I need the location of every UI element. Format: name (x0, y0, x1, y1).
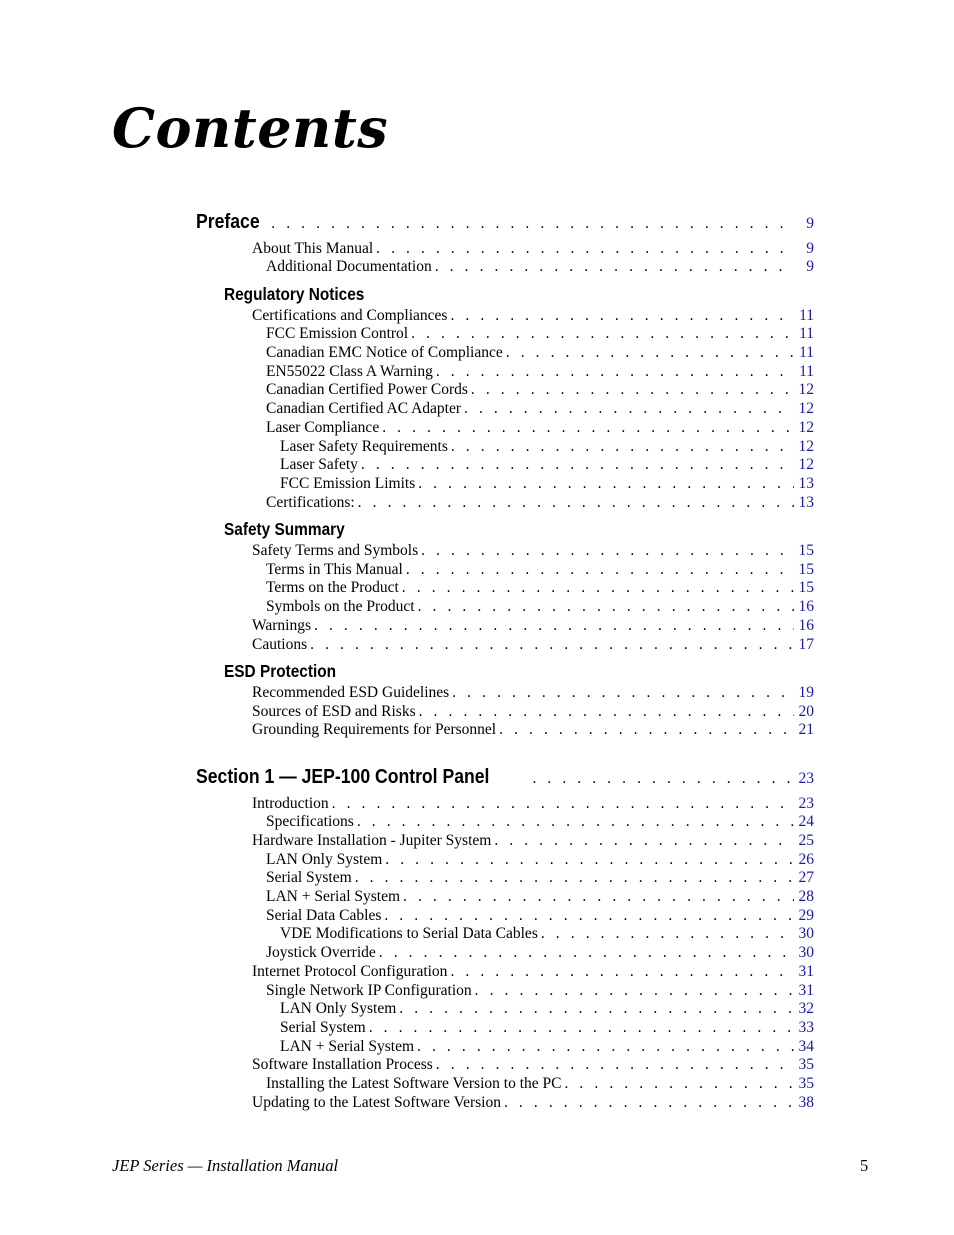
toc-page-link[interactable]: 11 (799, 307, 814, 324)
toc-section-title: Section 1 — JEP-100 Control Panel (196, 766, 490, 788)
toc-page-link[interactable]: 35 (798, 1075, 814, 1092)
toc-entry-label: Safety Terms and Symbols (252, 542, 419, 559)
dot-leader (379, 944, 794, 962)
toc-page-link[interactable]: 28 (798, 888, 814, 905)
toc-entry[interactable] (252, 1056, 814, 1075)
toc-entry-label: Single Network IP Configuration (266, 982, 472, 999)
dot-leader (369, 1019, 794, 1037)
toc-entry-label: Sources of ESD and Risks (252, 703, 416, 720)
dot-leader (564, 1075, 794, 1093)
toc-page-link[interactable]: 15 (798, 579, 814, 596)
toc-entry-label: Internet Protocol Configuration (252, 963, 448, 980)
toc-entry[interactable] (252, 617, 814, 636)
toc-page-link[interactable]: 12 (798, 419, 814, 436)
toc-entry[interactable] (252, 636, 814, 655)
toc-page-link[interactable]: 15 (798, 542, 814, 559)
dot-leader (402, 579, 794, 597)
dot-leader (361, 456, 794, 474)
toc-entry[interactable] (252, 307, 814, 326)
toc-entry[interactable] (252, 832, 814, 851)
toc-page-link[interactable]: 11 (799, 344, 814, 361)
toc-page-link[interactable]: 30 (798, 925, 814, 942)
toc-entry-label: Cautions (252, 636, 308, 653)
toc-page-link[interactable]: 30 (798, 944, 814, 961)
toc-page-link[interactable]: 11 (799, 325, 814, 342)
toc-entry[interactable] (266, 869, 814, 888)
toc-entry[interactable] (280, 1038, 814, 1057)
footer-title: JEP Series — Installation Manual (112, 1156, 339, 1175)
toc-page-link[interactable]: 38 (798, 1094, 814, 1111)
toc-entry-label: Canadian EMC Notice of Compliance (266, 344, 503, 361)
dot-leader (421, 542, 794, 560)
dot-leader (450, 963, 794, 981)
toc-entry[interactable] (266, 325, 814, 344)
toc-entry[interactable] (266, 851, 814, 870)
toc-page-link[interactable]: 12 (798, 400, 814, 417)
toc-entry-label: LAN + Serial System (266, 888, 401, 905)
toc-page-link[interactable]: 29 (798, 907, 814, 924)
toc-entry-label: Specifications (266, 813, 354, 830)
toc-entry[interactable] (252, 240, 814, 259)
toc-entry[interactable] (266, 344, 814, 363)
dot-leader (417, 1038, 794, 1056)
dot-leader (499, 721, 794, 739)
toc-page-link[interactable]: 31 (798, 963, 814, 980)
toc-entry-label: Joystick Override (266, 944, 376, 961)
toc-entry-label: LAN + Serial System (280, 1038, 415, 1055)
toc-entry-label: Grounding Requirements for Personnel (252, 721, 497, 738)
toc-entry-label: Updating to the Latest Software Version (252, 1094, 501, 1111)
toc-page-link[interactable]: 23 (798, 770, 814, 787)
toc-page-link[interactable]: 21 (798, 721, 814, 738)
toc-entry-label: Serial System (280, 1019, 366, 1036)
dot-leader (406, 561, 794, 579)
toc-entry-label: Canadian Certified AC Adapter (266, 400, 461, 417)
dot-leader (418, 475, 794, 493)
dot-leader (403, 888, 794, 906)
dot-leader (358, 494, 794, 512)
toc-page-link[interactable]: 11 (799, 363, 814, 380)
dot-leader (310, 636, 794, 654)
toc-page-link[interactable]: 26 (798, 851, 814, 868)
toc-page-link[interactable]: 35 (798, 1056, 814, 1073)
toc-page-link[interactable]: 13 (798, 475, 814, 492)
footer-page-number: 5 (860, 1156, 869, 1175)
toc-entry-label: Software Installation Process (252, 1056, 433, 1073)
toc-entry-label: Serial System (266, 869, 352, 886)
toc-entry-label: Warnings (252, 617, 312, 634)
dot-leader (384, 907, 794, 925)
dot-leader (382, 419, 794, 437)
toc-entry[interactable] (266, 598, 814, 617)
dot-leader (355, 869, 794, 887)
toc-entry-label: Recommended ESD Guidelines (252, 684, 450, 701)
dot-leader (399, 1000, 794, 1018)
toc-page-link[interactable]: 19 (798, 684, 814, 701)
toc-entry[interactable] (252, 963, 814, 982)
dot-leader (464, 400, 794, 418)
toc-entry-label: Symbols on the Product (266, 598, 415, 615)
toc-page-link[interactable]: 23 (798, 795, 814, 812)
toc-entry[interactable] (266, 381, 814, 400)
toc-entry[interactable] (266, 944, 814, 963)
dot-leader (418, 598, 794, 616)
toc-page-link[interactable]: 31 (798, 982, 814, 999)
toc-section-preface[interactable] (196, 211, 814, 235)
toc-entry[interactable] (280, 925, 814, 944)
dot-leader (475, 982, 794, 1000)
toc-entry[interactable] (266, 561, 814, 580)
toc-page-link[interactable]: 20 (798, 703, 814, 720)
toc-page-link[interactable]: 16 (798, 617, 814, 634)
toc-entry-label: Hardware Installation - Jupiter System (252, 832, 492, 849)
toc-page-link[interactable]: 9 (806, 258, 814, 275)
dot-leader (436, 1056, 794, 1074)
dot-leader (506, 344, 794, 362)
dot-leader (494, 832, 794, 850)
dot-leader (271, 215, 794, 233)
toc-entry[interactable] (252, 795, 814, 814)
toc-page-link[interactable]: 34 (798, 1038, 814, 1055)
dot-leader (385, 851, 794, 869)
toc-entry[interactable] (280, 475, 814, 494)
toc-section-1[interactable] (196, 766, 814, 790)
dot-leader (435, 258, 794, 276)
toc-entry[interactable] (280, 1000, 814, 1019)
toc-entry-label: FCC Emission Control (266, 325, 409, 342)
toc-entry[interactable] (266, 258, 814, 277)
dot-leader (541, 925, 794, 943)
toc-entry-label: Serial Data Cables (266, 907, 382, 924)
toc-page-link[interactable]: 12 (798, 456, 814, 473)
toc-section-title: Preface (196, 211, 260, 233)
toc-page-link[interactable]: 9 (806, 215, 814, 232)
toc-entry-label: Installing the Latest Software Version to the PC (266, 1075, 562, 1092)
toc-page-link[interactable]: 27 (798, 869, 814, 886)
toc-entry[interactable] (266, 1075, 814, 1094)
toc-entry-label: Introduction (252, 795, 329, 812)
dot-leader (419, 703, 794, 721)
toc-entry[interactable] (266, 579, 814, 598)
toc-entry-label: Canadian Certified Power Cords (266, 381, 468, 398)
toc-entry[interactable] (266, 982, 814, 1001)
dot-leader (471, 381, 794, 399)
dot-leader (452, 684, 794, 702)
toc-subheading-safety[interactable]: Safety Summary (224, 519, 345, 539)
toc-entry[interactable] (266, 363, 814, 382)
toc-entry-label: LAN Only System (266, 851, 383, 868)
toc-entry-label: Certifications and Compliances (252, 307, 448, 324)
toc-entry-label: Laser Compliance (266, 419, 380, 436)
dot-leader (332, 795, 794, 813)
toc-entry-label: Terms in This Manual (266, 561, 403, 578)
toc-entry-label: LAN Only System (280, 1000, 397, 1017)
toc-entry[interactable] (252, 703, 814, 722)
toc-subheading-esd[interactable]: ESD Protection (224, 661, 337, 681)
toc-page-link[interactable]: 9 (806, 240, 814, 257)
toc-page-link[interactable]: 25 (798, 832, 814, 849)
toc-entry[interactable] (252, 721, 814, 740)
dot-leader (357, 813, 794, 831)
toc-entry-label: Laser Safety (280, 456, 358, 473)
toc-entry[interactable] (280, 456, 814, 475)
toc-entry[interactable] (266, 419, 814, 438)
toc-page-link[interactable]: 16 (798, 598, 814, 615)
toc-entry[interactable] (266, 888, 814, 907)
dot-leader (376, 240, 794, 258)
dot-leader (450, 307, 794, 325)
toc-subheading-regulatory[interactable]: Regulatory Notices (224, 284, 365, 304)
toc-entry-label: Terms on the Product (266, 579, 399, 596)
toc-page-link[interactable]: 32 (798, 1000, 814, 1017)
toc-page-link[interactable]: 24 (798, 813, 814, 830)
toc-entry[interactable] (266, 400, 814, 419)
toc-entry[interactable] (266, 813, 814, 832)
toc-page-link[interactable]: 33 (798, 1019, 814, 1036)
toc-entry[interactable] (252, 684, 814, 703)
dot-leader (314, 617, 794, 635)
toc-page-link[interactable]: 12 (798, 381, 814, 398)
toc-entry-label: VDE Modifications to Serial Data Cables (280, 925, 538, 942)
page-title: Contents (112, 96, 389, 160)
toc-entry-label: EN55022 Class A Warning (266, 363, 433, 380)
dot-leader (504, 1094, 794, 1112)
toc-entry-label: FCC Emission Limits (280, 475, 416, 492)
toc-entry[interactable] (252, 542, 814, 561)
toc-entry-label: Laser Safety Requirements (280, 438, 448, 455)
toc-entry-label: Additional Documentation (266, 258, 432, 275)
toc-entry-label: Certifications: (266, 494, 355, 511)
toc-entry[interactable] (280, 438, 814, 457)
toc-entry-label: About This Manual (252, 240, 374, 257)
toc-page-link[interactable]: 13 (798, 494, 814, 511)
toc-entry[interactable] (252, 1094, 814, 1113)
toc-entry[interactable] (266, 907, 814, 926)
dot-leader (411, 325, 794, 343)
dot-leader (436, 363, 794, 381)
toc-entry[interactable] (266, 494, 814, 513)
toc-page-link[interactable]: 17 (798, 636, 814, 653)
dot-leader (532, 770, 794, 788)
toc-page-link[interactable]: 15 (798, 561, 814, 578)
toc-page-link[interactable]: 12 (798, 438, 814, 455)
dot-leader (451, 438, 794, 456)
toc-entry[interactable] (280, 1019, 814, 1038)
